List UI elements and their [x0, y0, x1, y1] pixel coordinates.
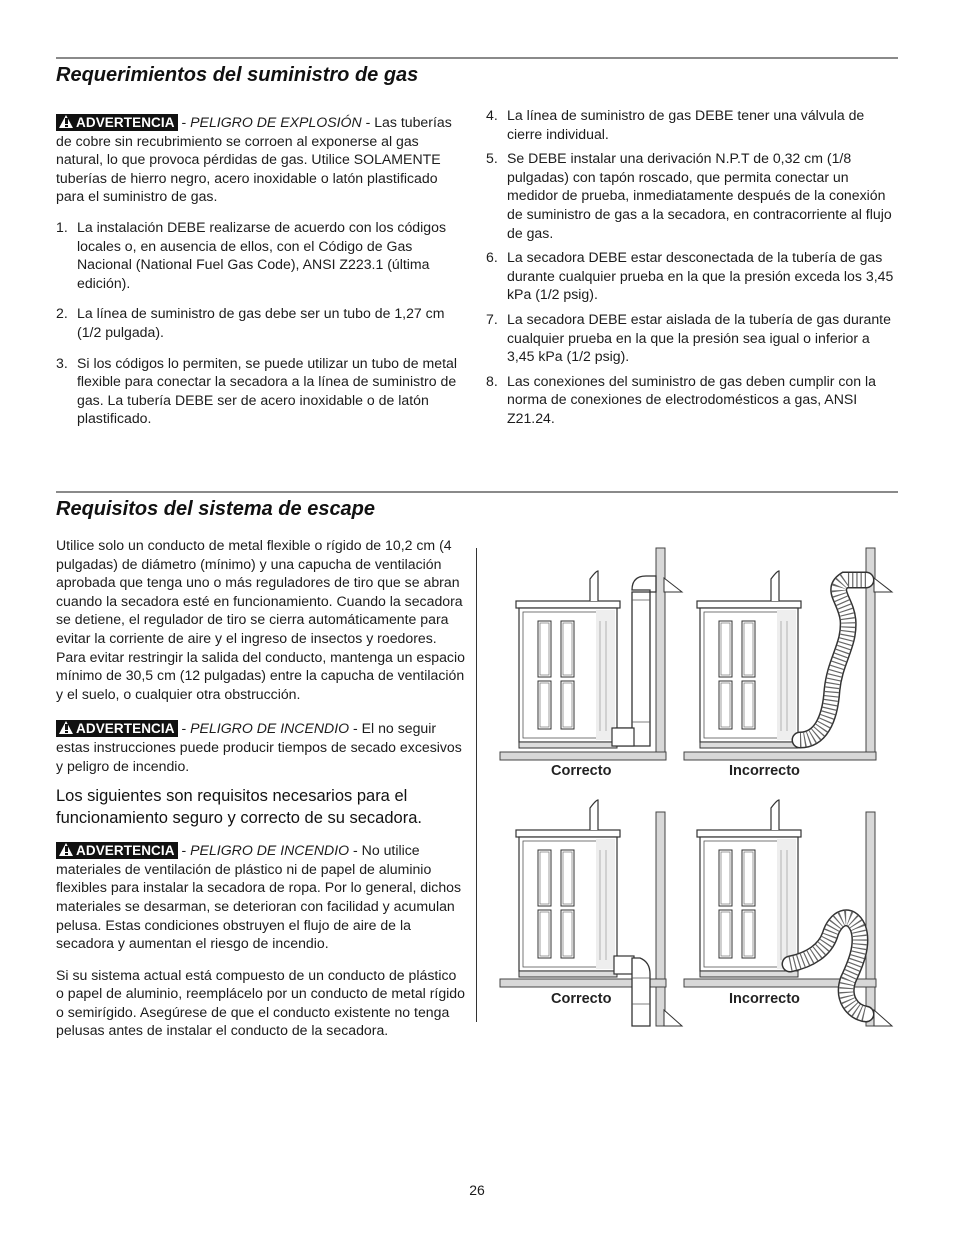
exhaust-intro: Utilice solo un conducto de metal flexible o rígido de 10,2 cm (4 pulgadas) de diámetro (mínimo) y una capucha de ventilación aprobada que tenga uno o más reguladores de tiro que se abran cuando la secadora esté en funcionamiento. Cuando la secadora se detiene, el regulador de tiro se cierra automáticamente para evitar la corriente de aire y el ingreso de insectos y roedores. Para evitar restringir la salida del conducto, mantenga un espacio mínimo de 30,5 cm (12 pulgadas) entre la capucha de ventilación y el suelo, o cualquier otra obstrucción.: [56, 537, 465, 702]
caption-correct-1: Correcto: [551, 763, 612, 779]
caption-incorrect-2: Incorrecto: [729, 991, 800, 1007]
danger-label: PELIGRO DE INCENDIO: [190, 842, 350, 859]
warning-badge: ADVERTENCIA: [56, 842, 178, 859]
exhaust-section-title: Requisitos del sistema de escape: [56, 498, 376, 520]
danger-label: PELIGRO DE INCENDIO: [190, 720, 350, 737]
list-item: 4. La línea de suministro de gas DEBE tener una válvula de cierre individual.: [486, 107, 865, 142]
exhaust-closing: Si su sistema actual está compuesto de un conducto de plástico o papel de aluminio, reemplácelo por un conducto de metal rígido o semirígido. Asegúrese de que el conducto existente no tenga pelusas antes de instalar el conducto de la secadora.: [56, 966, 465, 1039]
list-item: 8. Las conexiones del suministro de gas deben cumplir con la norma de conexiones de electrodomésticos a gas, ANSI Z21.24.: [486, 372, 876, 426]
list-item: 5. Se DEBE instalar una derivación N.P.T de 0,32 cm (1/8 pulgadas) con tapón roscado, que permita conectar un medidor de prueba, inmediatamente después de la conexión de suministro de gas a la secadora, en contracorriente al flujo de gas.: [486, 150, 892, 241]
page-number: 26: [469, 1182, 485, 1198]
warning-badge: ADVERTENCIA: [56, 114, 178, 131]
list-item: 1. La instalación DEBE realizarse de acuerdo con los códigos locales o, en ausencia de ellos, con el Código de Gas Nacional (National Fuel Gas Code), ANSI Z223.1 (última edición).: [56, 218, 446, 291]
list-item: 3. Si los códigos lo permiten, se puede utilizar un tubo de metal flexible para conectar la secadora a la línea de suministro de gas. La tubería DEBE ser de acero inoxidable o de latón plastificado.: [56, 354, 457, 427]
diagram-correct-rigid-up: [500, 548, 682, 760]
list-item: 6. La secadora DEBE estar desconectada de la tubería de gas durante cualquier prueba en la que la presión exceda los 3,45 kPa (1/2 psig).: [486, 249, 894, 303]
gas-section-title: Requerimientos del suministro de gas: [56, 64, 419, 86]
gas-warning-paragraph: ADVERTENCIA - PELIGRO DE EXPLOSIÓN - Las tuberías de cobre sin recubrimiento se corroen al exponerse al gas natural, lo que provoca pérdidas de gas. Utilice SOLAMENTE tuberías de hierro negro, acero inoxidable o latón plastificado para el suministro de gas.: [56, 114, 452, 205]
danger-label: PELIGRO DE EXPLOSIÓN: [190, 114, 362, 130]
warning-badge: ADVERTENCIA: [56, 720, 178, 737]
list-item: 2. La línea de suministro de gas debe ser un tubo de 1,27 cm (1/2 pulgada).: [56, 305, 445, 340]
fire-warning-paragraph-2: ADVERTENCIA - PELIGRO DE INCENDIO - No utilice materiales de ventilación de plástico ni de papel de aluminio flexibles para instalar la secadora de ropa. Por lo general, dichos materiales se desarman, se deterioran con facilidad y acumulan pelusa. Estas condiciones obstruyen el flujo de aire de la secadora y aumentan el riesgo de incendio.: [56, 842, 462, 952]
diagram-incorrect-flex-up: [684, 548, 892, 760]
list-item: 7. La secadora DEBE estar aislada de la tubería de gas durante cualquier prueba en la que la presión sea igual o inferior a 3,45 kPa (1/2 psig).: [486, 310, 891, 365]
caption-correct-2: Correcto: [551, 991, 612, 1007]
caption-incorrect-1: Incorrecto: [729, 763, 800, 779]
fire-warning-paragraph: ADVERTENCIA - PELIGRO DE INCENDIO - El no seguir estas instrucciones puede producir tiempos de secado excesivos y peligro de incendio.: [56, 720, 462, 774]
requirements-subhead: Los siguientes son requisitos necesarios para el funcionamiento seguro y correcto de su secadora.: [56, 787, 422, 828]
